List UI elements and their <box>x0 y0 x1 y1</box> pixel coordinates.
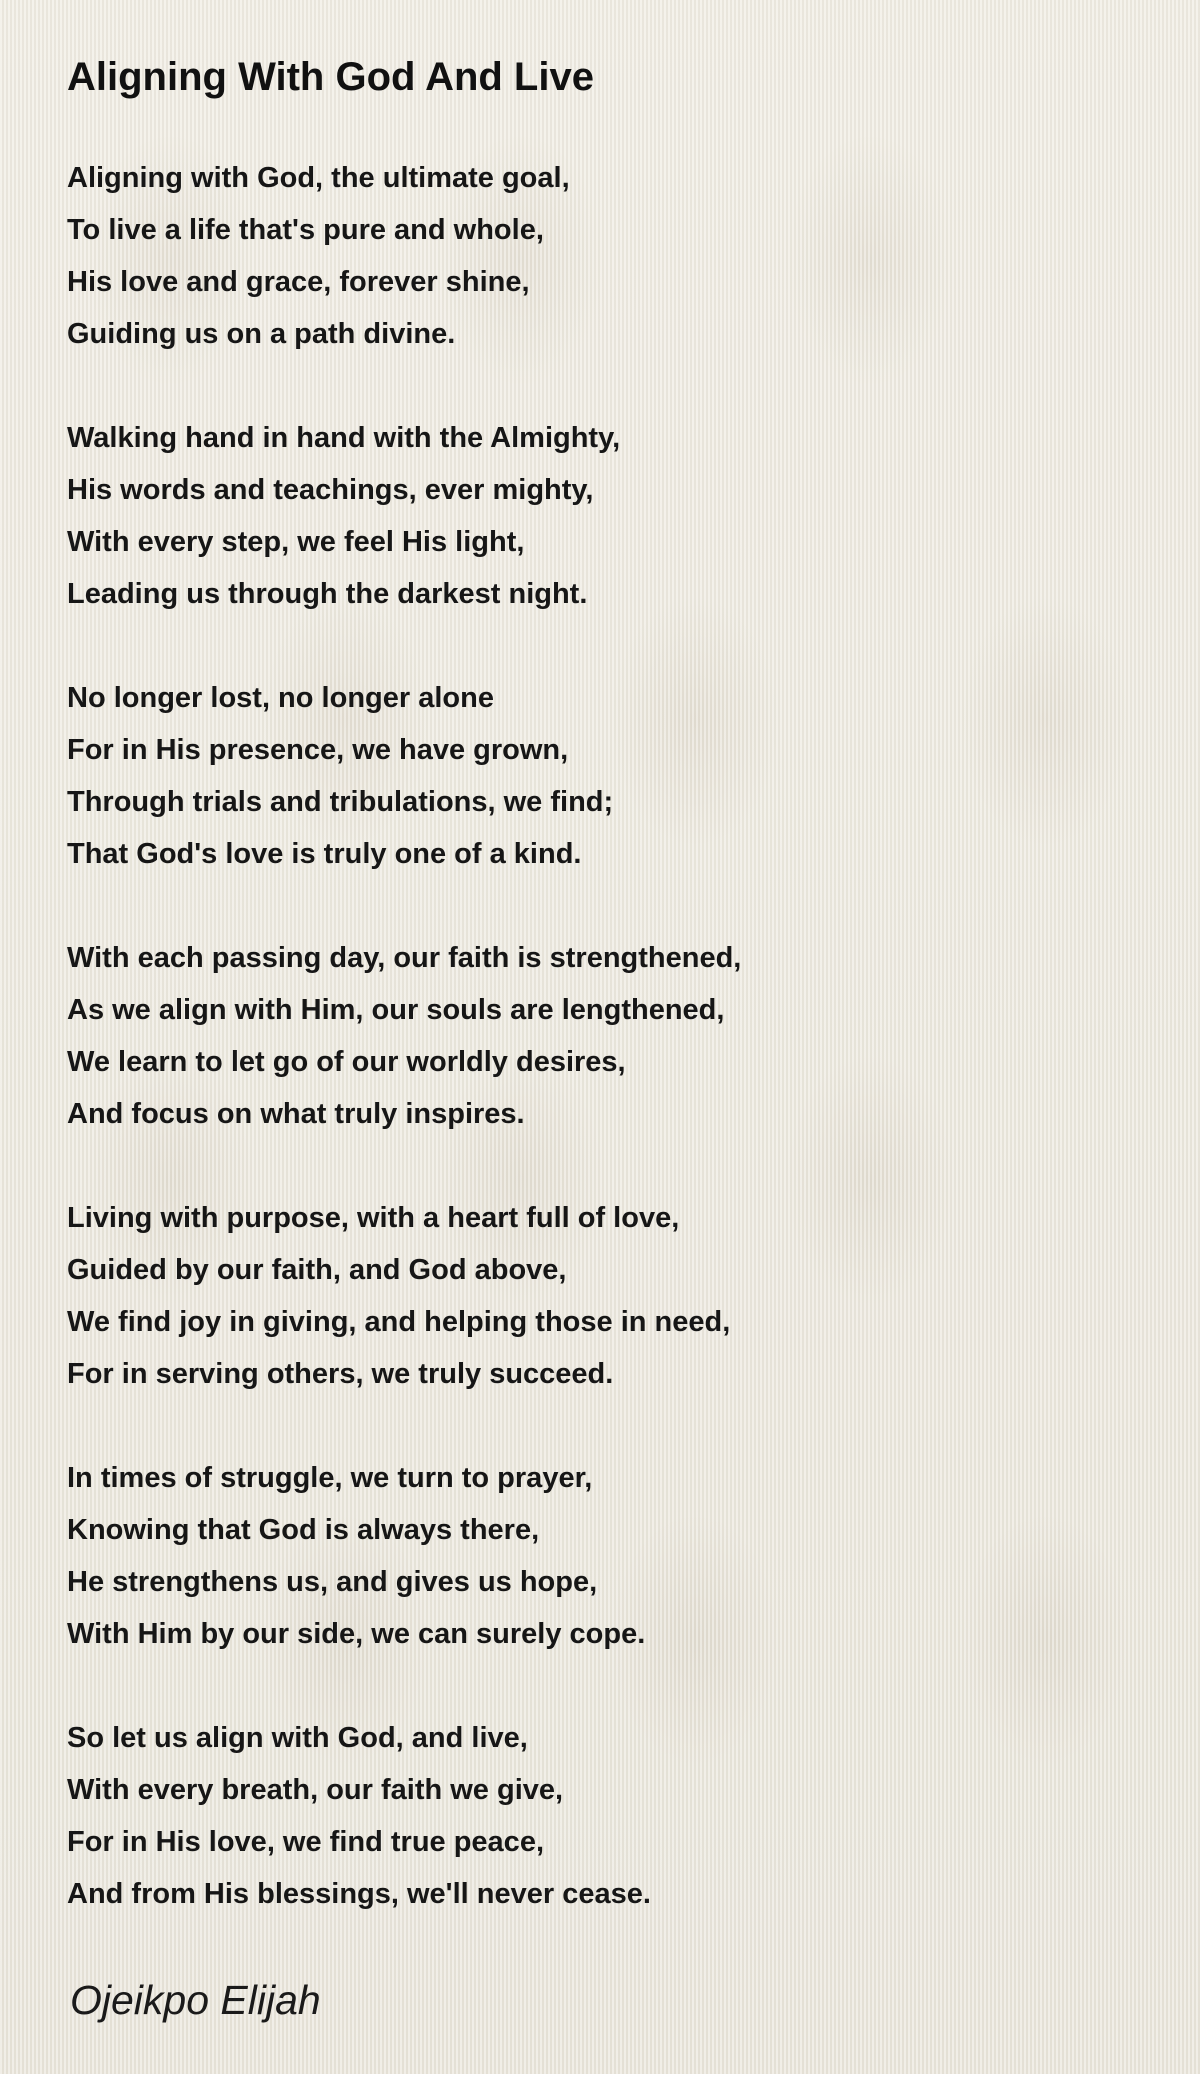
poem-line: With Him by our side, we can surely cope. <box>67 1618 646 1650</box>
poem-line: Guiding us on a path divine. <box>67 318 456 350</box>
stanza-7 <box>67 1712 1147 1920</box>
poem-line: In times of struggle, we turn to prayer, <box>67 1462 593 1494</box>
stanza-4 <box>67 932 1147 1140</box>
poem-line: Leading us through the darkest night. <box>67 578 588 610</box>
poem-title: Aligning With God And Live <box>67 55 594 99</box>
poem-line: Living with purpose, with a heart full of love, <box>67 1202 680 1234</box>
poem-page <box>67 50 1147 1920</box>
stanza-3 <box>67 672 1147 880</box>
poem-line: And from His blessings, we'll never cease. <box>67 1878 651 1910</box>
poem-line: Aligning with God, the ultimate goal, <box>67 162 570 194</box>
poem-line: That God's love is truly one of a kind. <box>67 838 582 870</box>
stanza-1 <box>67 152 1147 360</box>
stanza-5 <box>67 1192 1147 1400</box>
poem-line: And focus on what truly inspires. <box>67 1098 525 1130</box>
poem-line: With every breath, our faith we give, <box>67 1774 564 1806</box>
poem-line: To live a life that's pure and whole, <box>67 214 544 246</box>
poem-line: His love and grace, forever shine, <box>67 266 530 298</box>
stanza-6 <box>67 1452 1147 1660</box>
poem-line: For in His presence, we have grown, <box>67 734 569 766</box>
poem-line: No longer lost, no longer alone <box>67 682 494 714</box>
poem-line: We find joy in giving, and helping those in need, <box>67 1306 731 1338</box>
poem-line: His words and teachings, ever mighty, <box>67 474 594 506</box>
poem-author: Ojeikpo Elijah <box>70 1977 321 2023</box>
poem-line: He strengthens us, and gives us hope, <box>67 1566 598 1598</box>
poem-line: For in His love, we find true peace, <box>67 1826 544 1858</box>
poem-line: Knowing that God is always there, <box>67 1514 540 1546</box>
poem-line: We learn to let go of our worldly desires, <box>67 1046 626 1078</box>
stanza-2 <box>67 412 1147 620</box>
poem-line: As we align with Him, our souls are lengthened, <box>67 994 725 1026</box>
poem-line: With every step, we feel His light, <box>67 526 525 558</box>
poem-line: Walking hand in hand with the Almighty, <box>67 422 621 454</box>
poem-line: Guided by our faith, and God above, <box>67 1254 567 1286</box>
poem-line: With each passing day, our faith is strengthened, <box>67 942 742 974</box>
poem-line: Through trials and tribulations, we find; <box>67 786 614 818</box>
poem-line: So let us align with God, and live, <box>67 1722 528 1754</box>
poem-line: For in serving others, we truly succeed. <box>67 1358 614 1390</box>
